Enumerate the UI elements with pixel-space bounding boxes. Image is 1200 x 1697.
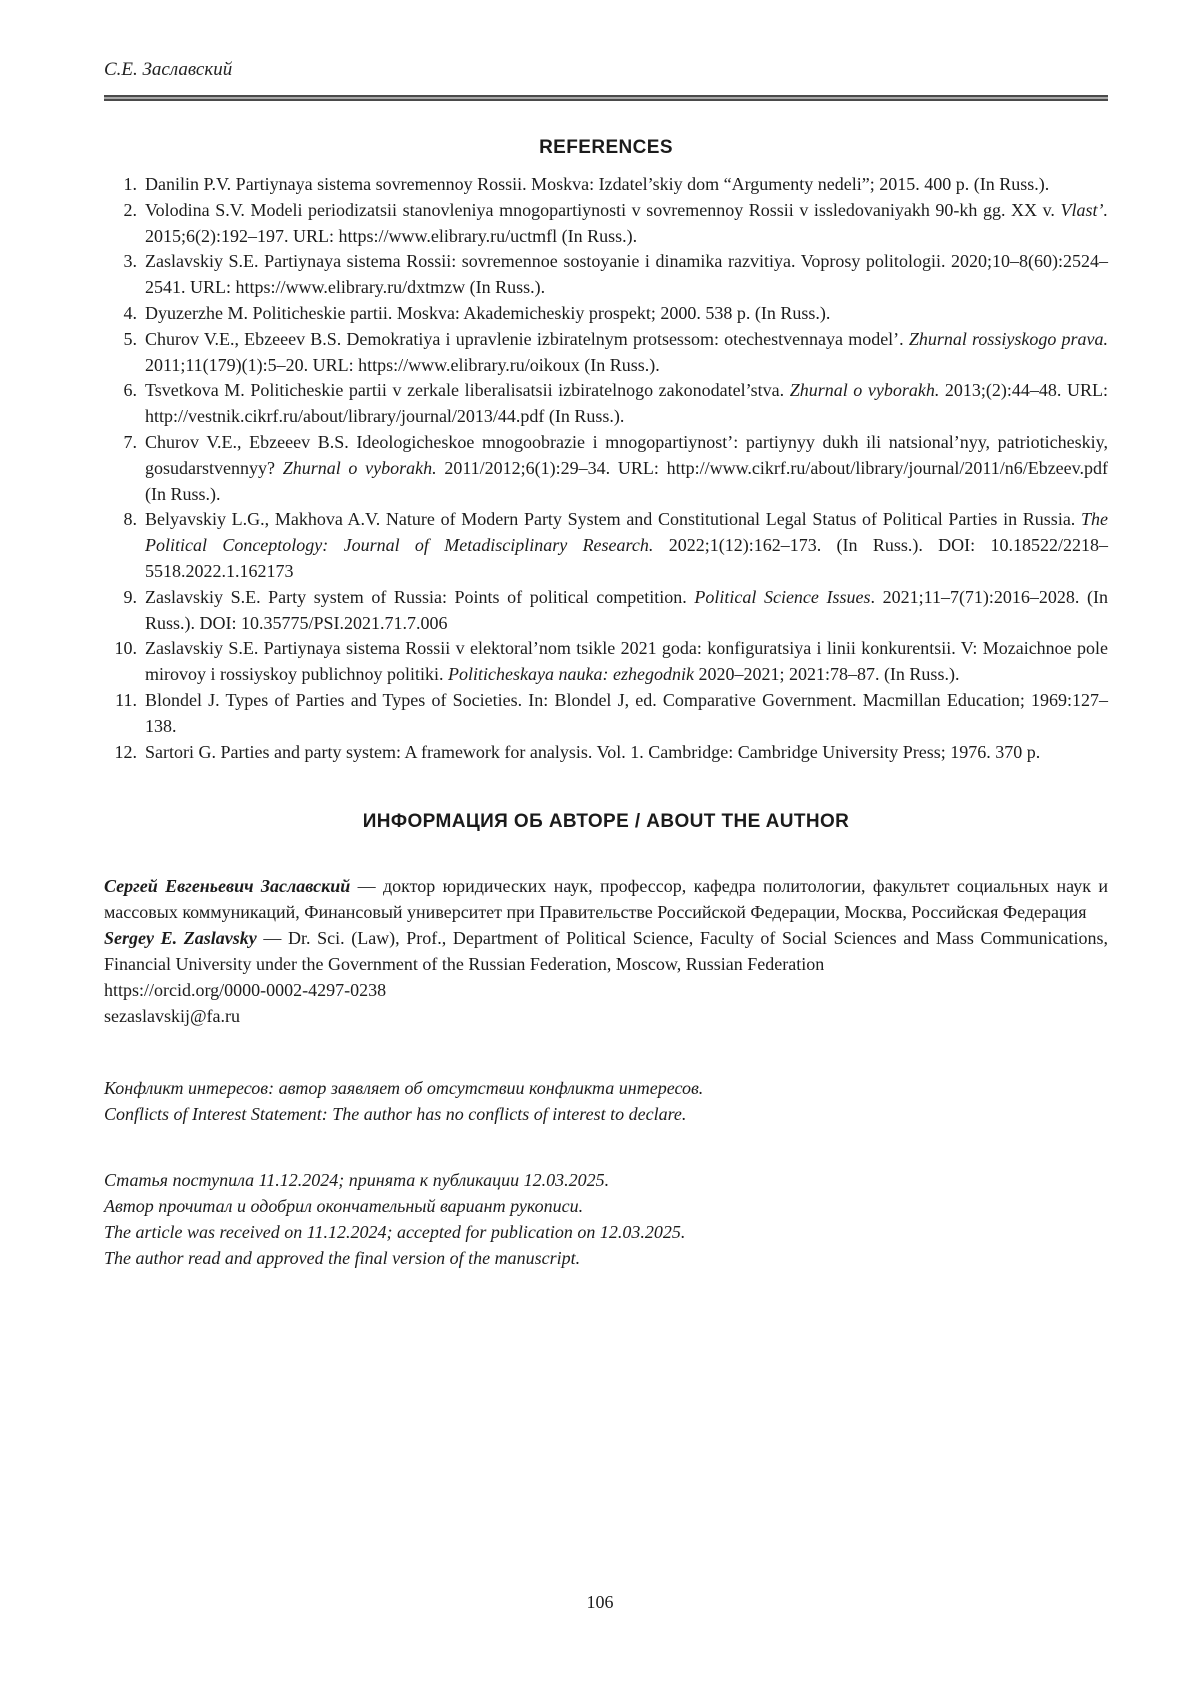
reference-text: Danilin P.V. Partiynaya sistema sovremennoy Rossii. Moskva: Izdatel’skiy dom “Argumenty nedeli”; 2015. 400 p. (In Russ.). (145, 174, 1050, 194)
reference-number: 11. (115, 689, 137, 710)
article-dates-block (104, 1167, 1108, 1271)
reference-number: 1. (123, 174, 137, 194)
reference-text: Blondel J. Types of Parties and Types of Societies. In: Blondel J, ed. Comparative Government. Macmillan Education; 1969:127–138. (145, 689, 1108, 736)
reference-item (104, 688, 1108, 740)
header-divider (104, 95, 1108, 101)
reference-item (104, 378, 1108, 430)
conflict-statement-en: Conflicts of Interest Statement: The author has no conflicts of interest to declare. (104, 1104, 687, 1125)
reference-text: Dyuzerzhe M. Politicheskie partii. Moskva: Akademicheskiy prospekt; 2000. 538 p. (In Russ.). (145, 302, 831, 323)
reference-text: Zaslavskiy S.E. Partiynaya sistema Rossii: sovremennoe sostoyanie i dinamika razvitiya. Voprosy politologii. 2020;10–8(60):2524–2541. URL: https://www.elibrary.ru/dxtmzw (In Russ.). (145, 251, 1108, 298)
reference-number: 10. (114, 638, 137, 659)
author-bio-en: Sergey E. Zaslavsky — Dr. Sci. (Law), Prof., Department of Political Science, Faculty of Social Sciences and Mass Communications, Financial University under the Government of the Russian Federation, Moscow, Russian Federation (104, 928, 1108, 975)
received-date-ru: Статья поступила 11.12.2024; принята к публикации 12.03.2025. (104, 1170, 610, 1191)
running-head: С.Е. Заславский (104, 59, 233, 80)
reference-text: Churov V.E., Ebzeeev B.S. Ideologicheskoe mnogoobrazie i mnogopartiynost’: partiynyy dukh ili natsional’nyy, patrioticheskiy, gosudarstvennyy? Zhurnal o vyborakh. 2011/2012;6(1):29–34. URL: http://www.cikrf.ru/about/library/journal/2011/n6/Ebzeev.pdf (In Russ.). (145, 431, 1108, 504)
references-heading: REFERENCES (539, 137, 673, 158)
reference-number: 4. (123, 302, 137, 323)
approved-note-en: The author read and approved the final version of the manuscript. (104, 1248, 581, 1269)
reference-item (104, 636, 1108, 688)
conflict-of-interest-block (104, 1075, 1108, 1127)
reference-number: 2. (123, 199, 137, 220)
reference-item (104, 740, 1108, 766)
reference-item (104, 198, 1108, 250)
reference-text: Belyavskiy L.G., Makhova A.V. Nature of Modern Party System and Constitutional Legal Status of Political Parties in Russia. The Political Conceptology: Journal of Metadisciplinary Research. 2022;1(12):162–173. (In Russ.). DOI: 10.18522/2218–5518.2022.1.162173 (145, 509, 1108, 581)
approved-note-ru: Автор прочитал и одобрил окончательный вариант рукописи. (104, 1196, 584, 1217)
reference-text: Tsvetkova M. Politicheskie partii v zerkale liberalisatsii izbiratelnogo zakonodatel’stva. Zhurnal o vyborakh. 2013;(2):44–48. URL: http://vestnik.cikrf.ru/about/library/journal/2013/44.pdf (In Russ.). (145, 380, 1108, 427)
reference-item (104, 430, 1108, 507)
author-bio-ru: Сергей Евгеньевич Заславский — доктор юридических наук, профессор, кафедра политологии, факультет социальных наук и массовых коммуникаций, Финансовый университет при Правительстве Российской Федерации, Москва, Российская Федерация (104, 876, 1108, 923)
reference-item (104, 585, 1108, 637)
reference-number: 3. (123, 251, 137, 272)
author-orcid: https://orcid.org/0000-0002-4297-0238 (104, 980, 387, 1001)
reference-item (104, 172, 1108, 198)
received-date-en: The article was received on 11.12.2024; accepted for publication on 12.03.2025. (104, 1222, 686, 1243)
reference-number: 9. (123, 586, 137, 607)
about-author-heading: ИНФОРМАЦИЯ ОБ АВТОРЕ / ABOUT THE AUTHOR (362, 811, 850, 833)
reference-item (104, 327, 1108, 379)
reference-number: 7. (123, 431, 137, 452)
reference-text: Sartori G. Parties and party system: A framework for analysis. Vol. 1. Cambridge: Cambridge University Press; 1976. 370 p. (145, 741, 1041, 762)
reference-text: Zaslavskiy S.E. Partiynaya sistema Rossii v elektoral’nom tsikle 2021 goda: konfiguratsiya i linii konkurentsii. V: Mozaichnoe pole mirovoy i rossiyskoy publichnoy politiki. Politicheskaya nauka: ezhegodnik 2020–2021; 2021:78–87. (In Russ.). (145, 638, 1108, 685)
author-bio-block (104, 873, 1108, 1029)
reference-text: Volodina S.V. Modeli periodizatsii stanovleniya mnogopartiynosti v sovremennoy Rossii v issledovaniyakh 90-kh gg. XX v. Vlast’. 2015;6(2):192–197. URL: https://www.elibrary.ru/uctmfl (In Russ.). (145, 199, 1108, 246)
references-list (104, 172, 1108, 765)
reference-text: Churov V.E., Ebzeeev B.S. Demokratiya i upravlenie izbiratelnym protsessom: otechestvennaya model’. Zhurnal rossiyskogo prava. 2011;11(179)(1):5–20. URL: https://www.elibrary.ru/oikoux (In Russ.). (145, 328, 1108, 375)
reference-text: Zaslavskiy S.E. Party system of Russia: Points of political competition. Political Science Issues. 2021;11–7(71):2016–2028. (In Russ.). DOI: 10.35775/PSI.2021.71.7.006 (145, 586, 1109, 633)
reference-item (104, 301, 1108, 327)
author-email: sezaslavskij@fa.ru (104, 1006, 241, 1027)
reference-item (104, 507, 1108, 584)
reference-number: 6. (123, 380, 137, 401)
reference-number: 5. (123, 328, 137, 349)
reference-number: 12. (114, 741, 137, 762)
reference-number: 8. (123, 509, 137, 530)
conflict-statement-ru: Конфликт интересов: автор заявляет об отсутствии конфликта интересов. (104, 1078, 704, 1099)
page-number: 106 (586, 1592, 614, 1612)
reference-item (104, 249, 1108, 301)
